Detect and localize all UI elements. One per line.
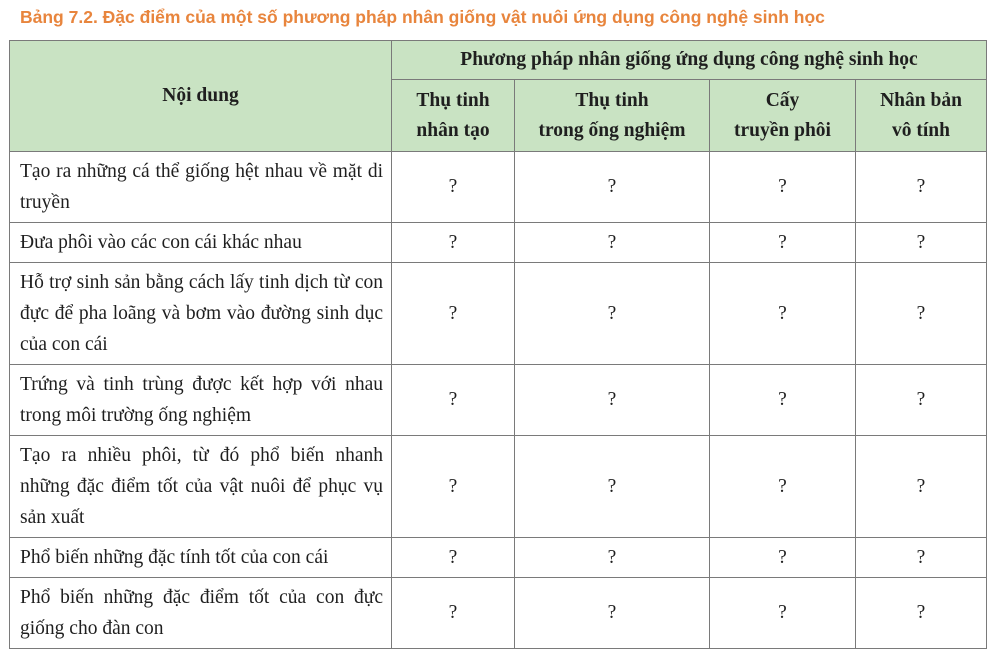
answer-cell: ? [710,365,856,436]
table-row [10,436,987,538]
answer-cell: ? [710,436,856,538]
method-header-artificial-insemination [392,80,515,152]
answer-cell: ? [515,538,710,578]
answer-cell: ? [515,152,710,223]
method-header-line: Nhân bản [880,89,962,111]
table-header [10,41,987,152]
method-header-ivf [515,80,710,152]
method-header-line: Thụ tinh [416,89,490,111]
table-row [10,263,987,365]
answer-cell: ? [856,538,987,578]
header-row-group [10,41,987,80]
table-row [10,152,987,223]
row-content: Phổ biến những đặc điểm tốt của con đực giống cho đàn con [10,578,392,649]
method-header-line: nhân tạo [416,119,490,141]
answer-cell: ? [515,578,710,649]
methods-table [9,40,987,649]
table-row [10,578,987,649]
method-header-line: vô tính [892,119,950,141]
answer-cell: ? [710,152,856,223]
row-content: Tạo ra nhiều phôi, từ đó phổ biến nhanh những đặc điểm tốt của vật nuôi để phục vụ sản xuất [10,436,392,538]
answer-cell: ? [856,436,987,538]
answer-cell: ? [515,223,710,263]
table-row [10,538,987,578]
answer-cell: ? [856,152,987,223]
answer-cell: ? [392,223,515,263]
answer-cell: ? [710,578,856,649]
method-header-cloning [856,80,987,152]
row-content: Đưa phôi vào các con cái khác nhau [10,223,392,263]
table-body [10,152,987,649]
methods-group-header: Phương pháp nhân giống ứng dụng công nghệ sinh học [392,41,987,80]
answer-cell: ? [515,365,710,436]
answer-cell: ? [392,365,515,436]
table-row [10,365,987,436]
content-column-header: Nội dung [10,41,392,152]
row-content: Phổ biến những đặc tính tốt của con cái [10,538,392,578]
method-header-line: Cấy [765,89,800,111]
answer-cell: ? [856,365,987,436]
answer-cell: ? [710,263,856,365]
answer-cell: ? [515,263,710,365]
answer-cell: ? [392,436,515,538]
method-header-embryo-transfer [710,80,856,152]
row-content: Tạo ra những cá thể giống hệt nhau về mặt di truyền [10,152,392,223]
row-content: Trứng và tinh trùng được kết hợp với nhau trong môi trường ống nghiệm [10,365,392,436]
answer-cell: ? [856,223,987,263]
method-header-line: truyền phôi [734,119,831,141]
answer-cell: ? [392,152,515,223]
table-row [10,223,987,263]
answer-cell: ? [856,578,987,649]
answer-cell: ? [392,538,515,578]
answer-cell: ? [392,578,515,649]
answer-cell: ? [515,436,710,538]
row-content: Hỗ trợ sinh sản bằng cách lấy tinh dịch từ con đực để pha loãng và bơm vào đường sinh dục của con cái [10,263,392,365]
answer-cell: ? [392,263,515,365]
method-header-line: trong ống nghiệm [538,119,686,141]
answer-cell: ? [710,538,856,578]
answer-cell: ? [710,223,856,263]
table-title: Bảng 7.2. Đặc điểm của một số phương pháp nhân giống vật nuôi ứng dụng công nghệ sinh học [20,7,825,27]
answer-cell: ? [856,263,987,365]
method-header-line: Thụ tinh [575,89,649,111]
